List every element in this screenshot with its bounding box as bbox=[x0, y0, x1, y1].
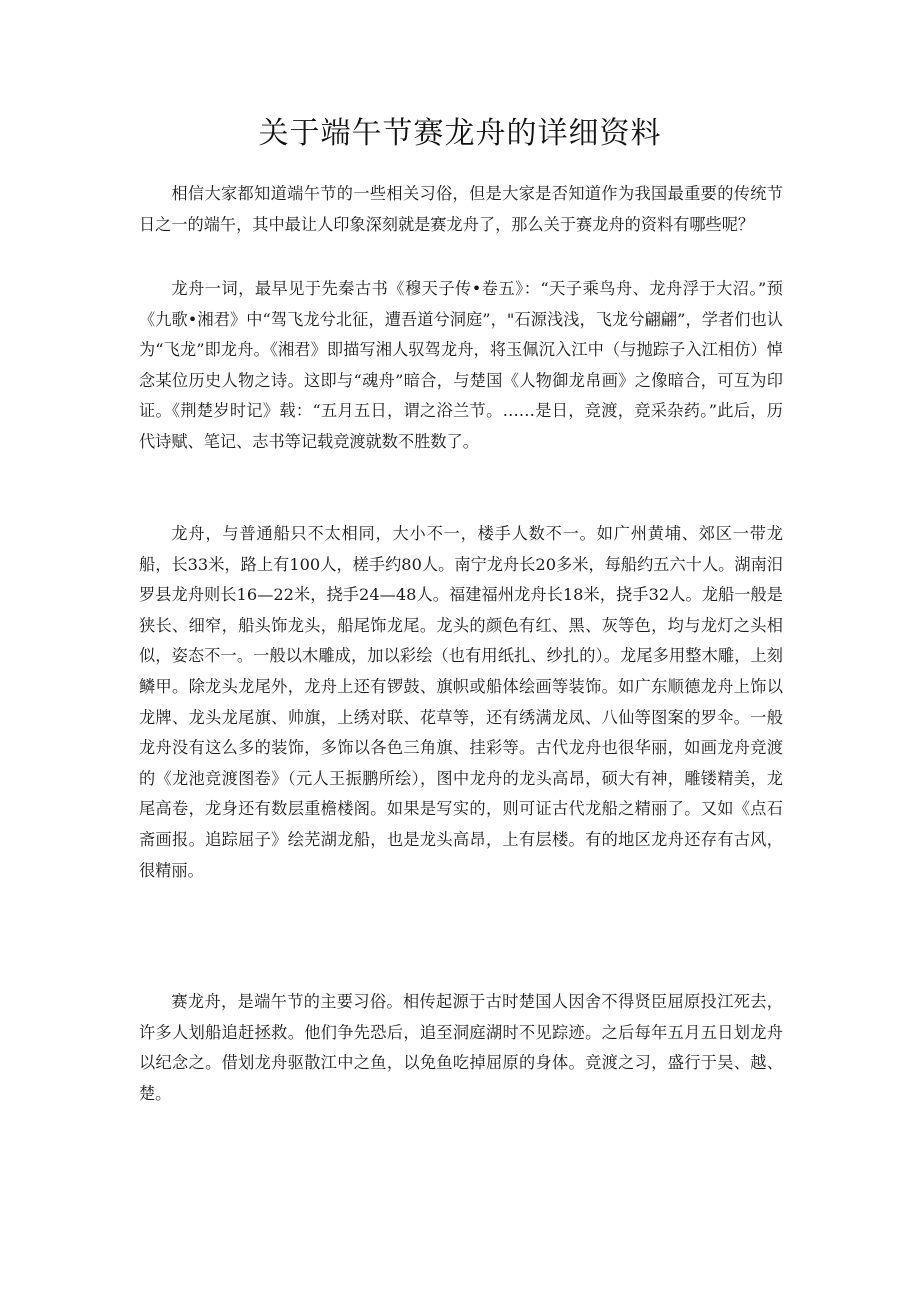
paragraph-boat-description: 龙舟，与普通船只不太相同，大小不一，楼手人数不一。如广州黄埔、郊区一带龙船，长33米，路上有100人，槎手约80人。南宁龙舟长20多米，每船约五六十人。湖南汨罗县龙舟则长16—22米，挠手24—48人。福建福州龙舟长18米，挠手32人。龙船一般是狭长、细窄，船头饰龙头，船尾饰龙尾。龙头的颜色有红、黑、灰等色，均与龙灯之头相似，姿态不一。一般以木雕成，加以彩绘（也有用纸扎、纱扎的）。龙尾多用整木雕，上刻鳞甲。除龙头龙尾外，龙舟上还有锣鼓、旗帜或船体绘画等装饰。如广东顺德龙舟上饰以龙牌、龙头龙尾旗、帅旗，上绣对联、花草等，还有绣满龙凤、八仙等图案的罗伞。一般龙舟没有这么多的装饰，多饰以各色三角旗、挂彩等。古代龙舟也很华丽，如画龙舟竞渡的《龙池竞渡图卷》（元人王振鹏所绘），图中龙舟的龙头高昂，硕大有神，雕镂精美，龙尾高卷，龙身还有数层重檐楼阁。如果是写实的，则可证古代龙船之精丽了。又如《点石斋画报。追踪屈子》绘芜湖龙船，也是龙头高昂，上有层楼。有的地区龙舟还存有古风，很精丽。 bbox=[139, 524, 783, 880]
paragraph-custom: 赛龙舟，是端午节的主要习俗。相传起源于古时楚国人因舍不得贤臣屈原投江死去，许多人划船追赶拯救。他们争先恐后，追至洞庭湖时不见踪迹。之后每年五月五日划龙舟以纪念之。借划龙舟驱散江中之鱼，以免鱼吃掉屈原的身体。竞渡之习，盛行于吴、越、楚。 bbox=[139, 992, 783, 1103]
page-title: 关于端午节赛龙舟的详细资料 bbox=[258, 116, 662, 151]
paragraph-origin: 龙舟一词，最早见于先秦古书《穆天子传•卷五》：“天子乘鸟舟、龙舟浮于大沼。”预《九歌•湘君》中“驾飞龙兮北征，遭吾道兮洞庭”，"石源浅浅，飞龙兮翩翩”，学者们也认为“飞龙”即龙舟。《湘君》即描写湘人驭驾龙舟，将玉佩沉入江中（与抛踪子入江相仿）悼念某位历史人物之诗。这即与“魂舟”暗合，与楚国《人物御龙帛画》之像暗合，可互为印证。《荆楚岁时记》载：“五月五日，谓之浴兰节。……是日，竞渡，竞采杂药。”此后，历代诗赋、笔记、志书等记载竞渡就数不胜数了。 bbox=[139, 279, 783, 451]
paragraph-intro: 相信大家都知道端午节的一些相关习俗，但是大家是否知道作为我国最重要的传统节日之一的端午，其中最让人印象深刻就是赛龙舟了，那么关于赛龙舟的资料有哪些呢？ bbox=[139, 184, 783, 234]
